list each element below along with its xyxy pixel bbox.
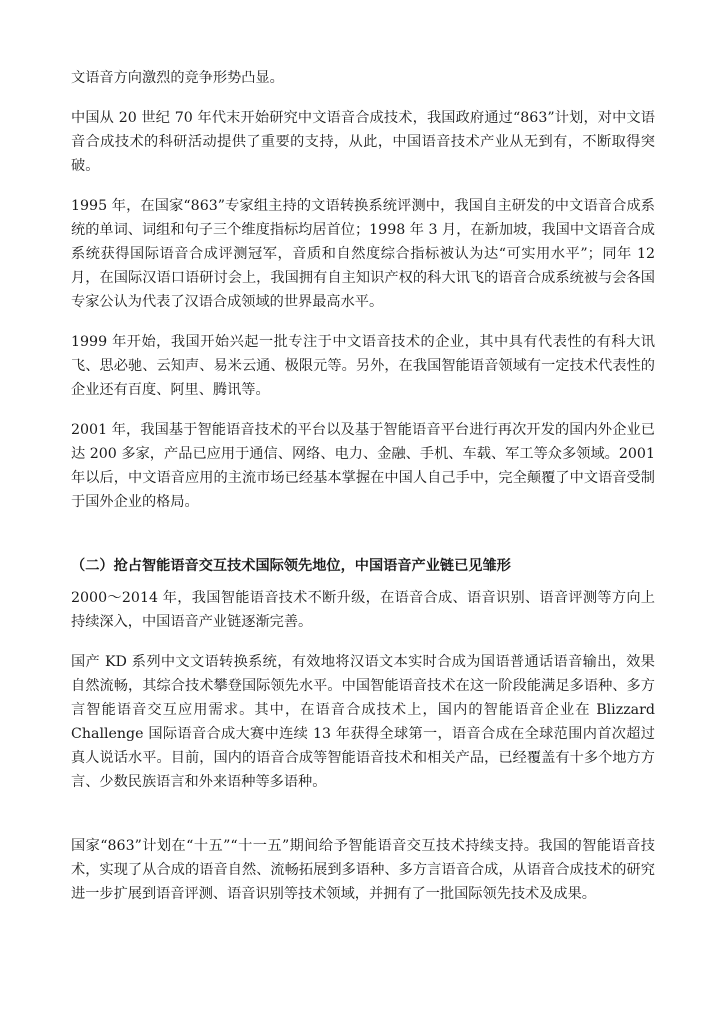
paragraph-863-plan: 国家“863”计划在“十五”“十一五”期间给予智能语音交互技术持续支持。我国的智能语音技术，实现了从合成的语音自然、流畅拓展到多语种、多方言语音合成，从语音合成技术的研究进一步扩展到语音评测、语音识别等技术领域，并拥有了一批国际领先技术及成果。 (71, 838, 655, 902)
paragraph-kd-series: 国产 KD 系列中文文语转换系统，有效地将汉语文本实时合成为国语普通话语音输出，效果自然流畅，其综合技术攀登国际领先水平。中国智能语音技术在这一阶段能满足多语种、多方言智能语音交互应用需求。其中，在语音合成技术上，国内的智能语音企业在 Blizzard Challenge 国际语音合成大赛中连续 13 年获得全球第一，语音合成在全球范围内首次超过真人说话水平。目前，国内的语音合成等智能语音技术和相关产品，已经覆盖有十多个地方方言、少数民族语言和外来语种等多语种。 (71, 654, 655, 790)
paragraph-1995: 1995 年，在国家“863”专家组主持的文语转换系统评测中，我国自主研发的中文语音合成系统的单词、词组和句子三个维度指标均居首位；1998 年 3 月，在新加坡，我国中文语音合成系统获得国际语音合成评测冠军，音质和自然度综合指标被认为达“可实用水平”；同年 12 月，在国际汉语口语研讨会上，我国拥有自主知识产权的科大讯飞的语音合成系统被与会各国专家公认为代表了汉语合成领域的世界最高水平。 (71, 198, 655, 310)
paragraph-history: 中国从 20 世纪 70 年代末开始研究中文语音合成技术，我国政府通过“863”计划，对中文语音合成技术的科研活动提供了重要的支持，从此，中国语音技术产业从无到有，不断取得突破。 (71, 110, 655, 174)
section-heading: （二）抢占智能语音交互技术国际领先地位，中国语音产业链已见雏形 (71, 558, 511, 574)
paragraph-2000-2014: 2000～2014 年，我国智能语音技术不断升级，在语音合成、语音识别、语音评测等方向上持续深入，中国语音产业链逐渐完善。 (71, 590, 655, 630)
paragraph-2001: 2001 年，我国基于智能语音技术的平台以及基于智能语音平台进行再次开发的国内外企业已达 200 多家，产品已应用于通信、网络、电力、金融、手机、车载、军工等众多领域。2001 年以后，中文语音应用的主流市场已经基本掌握在中国人自己手中，完全颠覆了中文语音受制于国外企业的格局。 (71, 422, 655, 510)
paragraph-intro-tail: 文语音方向激烈的竞争形势凸显。 (71, 70, 284, 86)
paragraph-1999: 1999 年开始，我国开始兴起一批专注于中文语音技术的企业，其中具有代表性的有科大讯飞、思必驰、云知声、易米云通、极限元等。另外，在我国智能语音领域有一定技术代表性的企业还有百度、阿里、腾讯等。 (71, 334, 655, 398)
